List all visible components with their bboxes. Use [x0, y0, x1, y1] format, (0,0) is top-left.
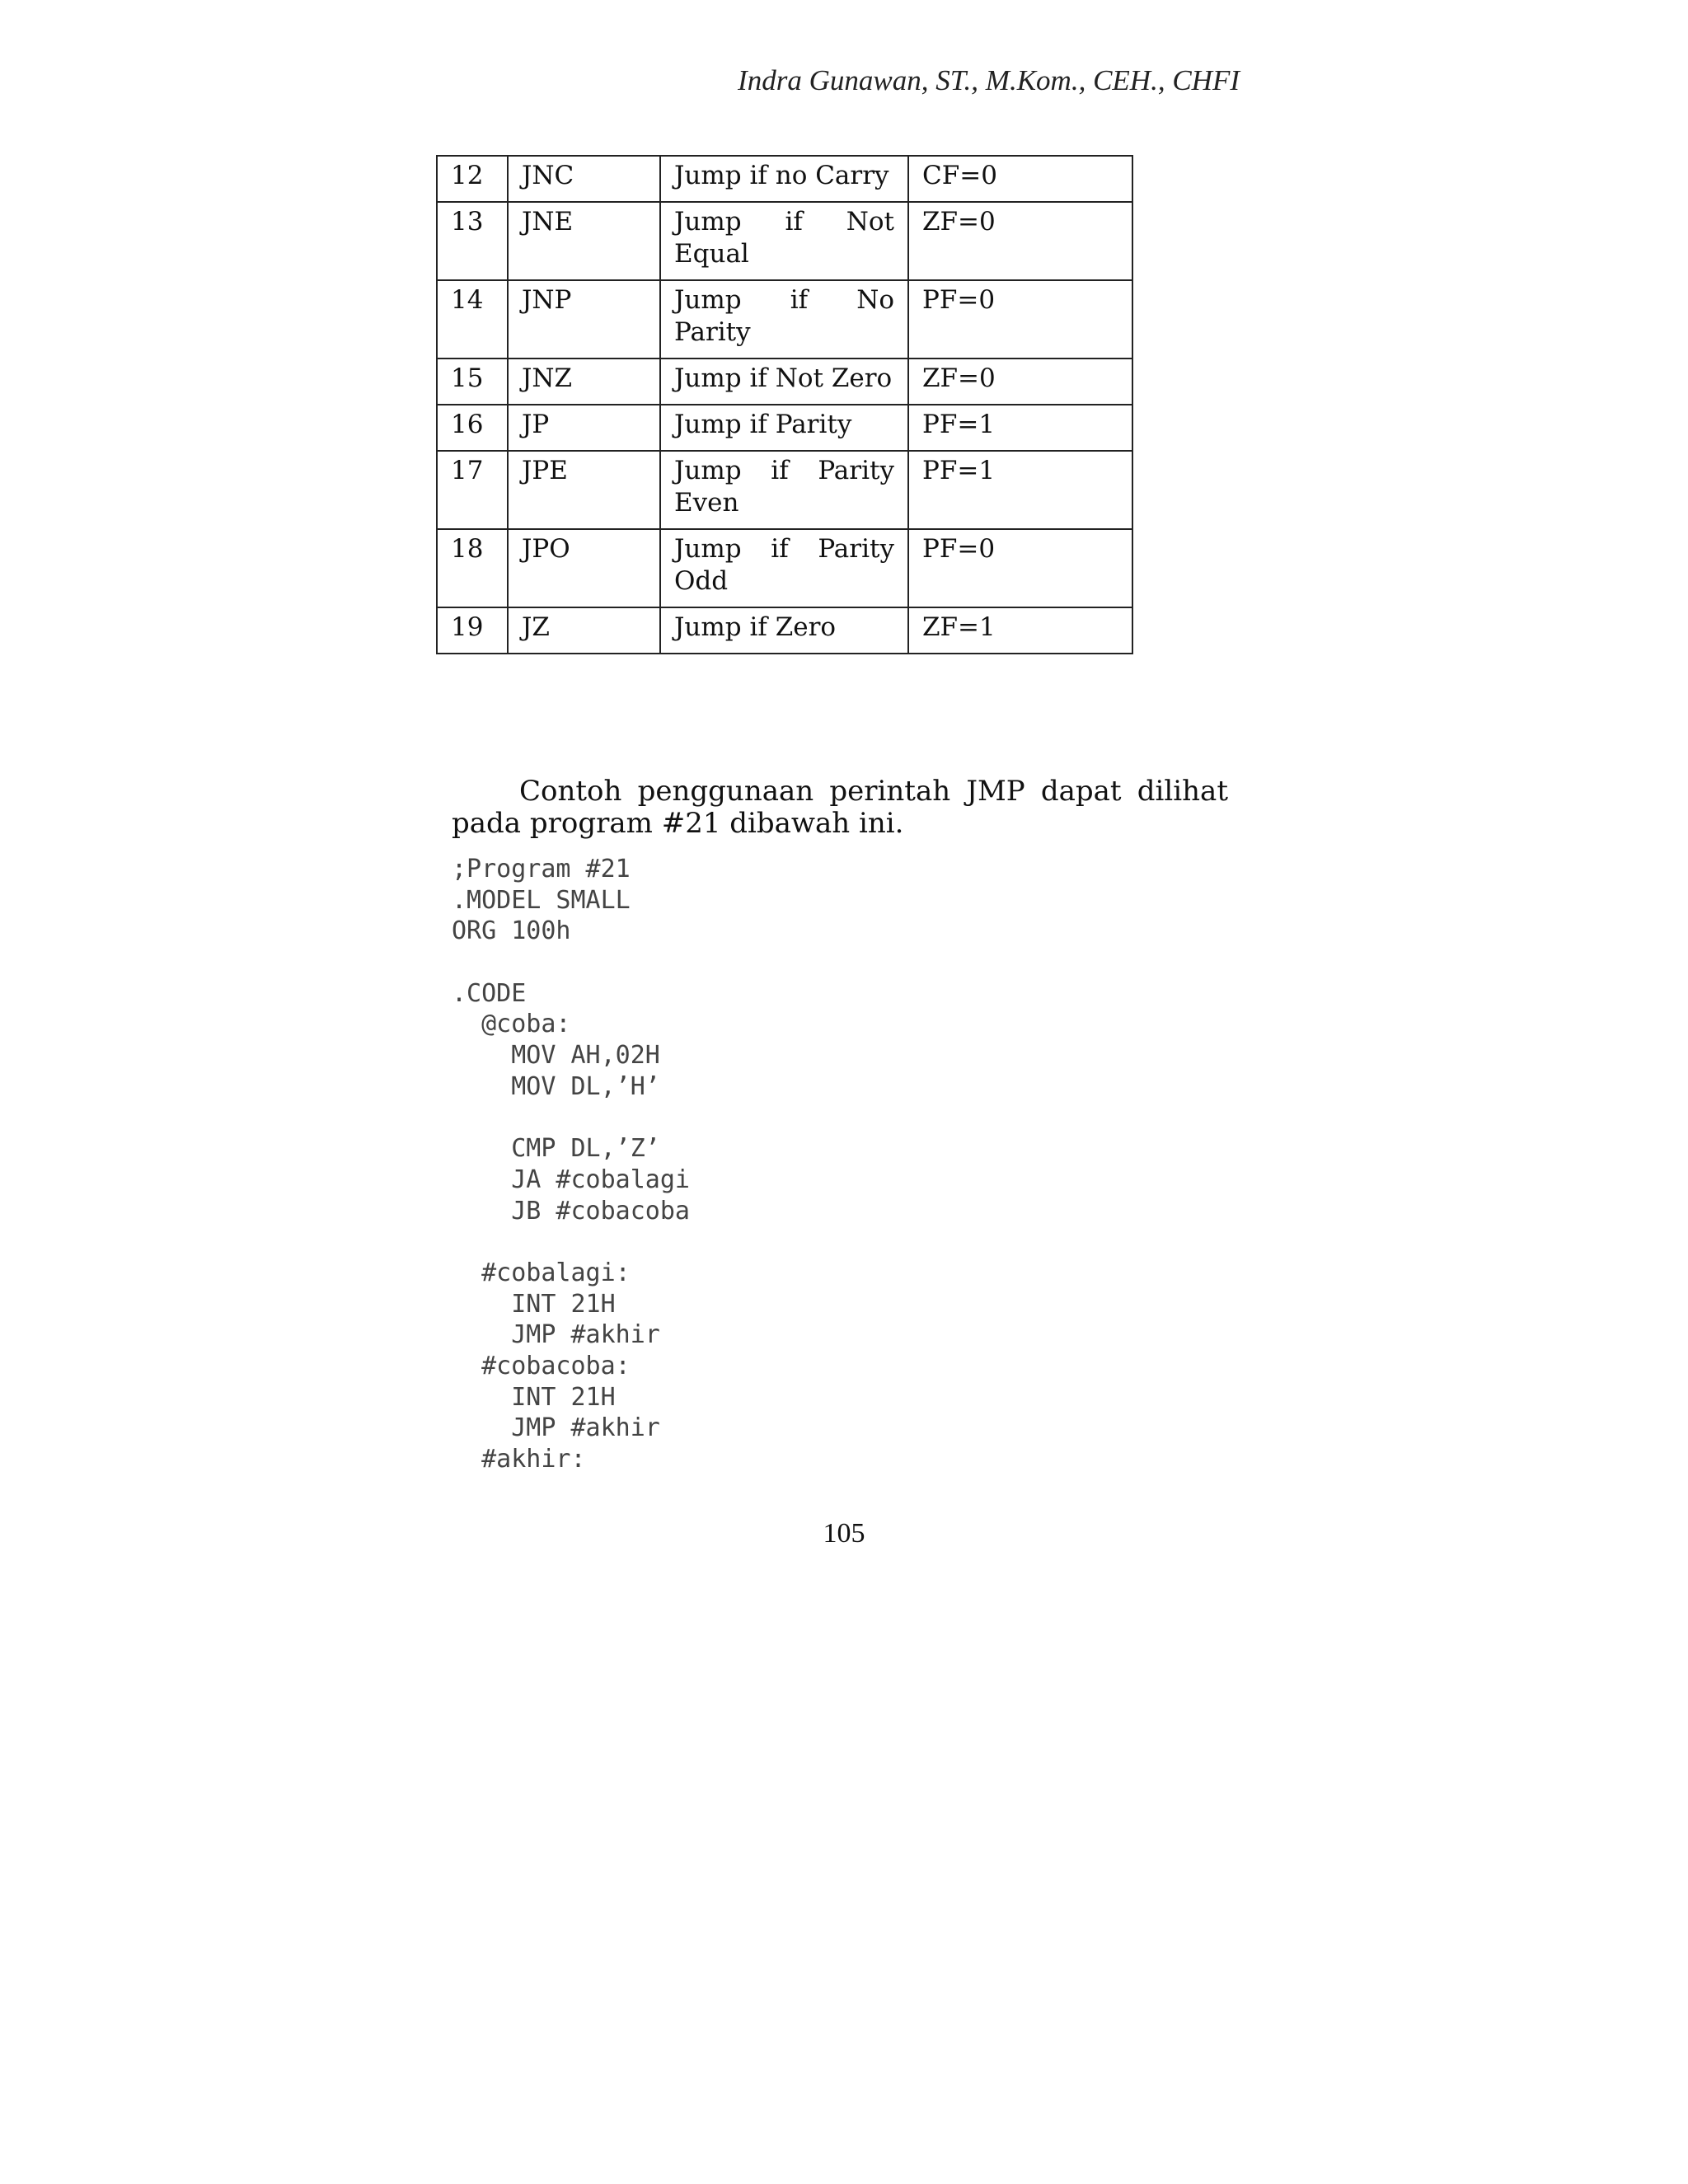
code-line: JMP #akhir [452, 1413, 660, 1443]
table-row [437, 451, 1132, 529]
flag-condition: ZF=0 [908, 202, 1132, 280]
table-row [437, 359, 1132, 405]
body-paragraph: Contoh penggunaan perintah JMP dapat dilihat pada program #21 dibawah ini. [452, 775, 1228, 840]
table-row [437, 156, 1132, 202]
description: Jump if Zero [660, 607, 908, 654]
description: Jump if Not Zero [660, 359, 908, 405]
code-line: INT 21H [452, 1289, 616, 1319]
code-line: CMP DL,’Z’ [452, 1134, 660, 1164]
jump-instructions-table [436, 155, 1133, 654]
flag-condition: PF=0 [908, 529, 1132, 607]
row-number: 14 [437, 280, 508, 359]
code-line: ORG 100h [452, 916, 571, 946]
row-number: 17 [437, 451, 508, 529]
row-number: 15 [437, 359, 508, 405]
table-row [437, 405, 1132, 451]
description: Jump if Parity Even [660, 451, 908, 529]
code-line: MOV AH,02H [452, 1041, 660, 1071]
code-line: #cobalagi: [452, 1258, 631, 1287]
code-line: MOV DL,’H’ [452, 1071, 660, 1101]
code-line: #akhir: [452, 1445, 586, 1474]
flag-condition: ZF=1 [908, 607, 1132, 654]
running-header: Indra Gunawan, ST., M.Kom., CEH., CHFI [738, 64, 1240, 96]
code-line [452, 947, 690, 978]
code-line: JB #cobacoba [452, 1196, 690, 1226]
code-line: ;Program #21 [452, 855, 631, 883]
table-row [437, 607, 1132, 654]
code-line: #cobacoba: [452, 1352, 631, 1380]
instruction: JNP [508, 280, 660, 359]
instruction: JNE [508, 202, 660, 280]
code-line: @coba: [452, 1010, 571, 1039]
code-listing [452, 854, 690, 1475]
code-line: .CODE [452, 978, 527, 1008]
instruction: JP [508, 405, 660, 451]
flag-condition: CF=0 [908, 156, 1132, 202]
code-line: .MODEL SMALL [452, 885, 631, 915]
instruction: JPO [508, 529, 660, 607]
flag-condition: PF=1 [908, 405, 1132, 451]
flag-condition: ZF=0 [908, 359, 1132, 405]
description: Jump if no Carry [660, 156, 908, 202]
instruction: JZ [508, 607, 660, 654]
row-number: 19 [437, 607, 508, 654]
description: Jump if Parity Odd [660, 529, 908, 607]
description: Jump if No Parity [660, 280, 908, 359]
description: Jump if Parity [660, 405, 908, 451]
table-row [437, 280, 1132, 359]
row-number: 16 [437, 405, 508, 451]
row-number: 18 [437, 529, 508, 607]
row-number: 13 [437, 202, 508, 280]
instruction: JPE [508, 451, 660, 529]
code-line [452, 1103, 690, 1134]
instruction: JNC [508, 156, 660, 202]
row-number: 12 [437, 156, 508, 202]
page-number: 105 [823, 1518, 865, 1549]
code-line: JA #cobalagi [452, 1165, 690, 1194]
flag-condition: PF=1 [908, 451, 1132, 529]
code-line: JMP #akhir [452, 1320, 660, 1350]
description: Jump if Not Equal [660, 202, 908, 280]
flag-condition: PF=0 [908, 280, 1132, 359]
code-line: INT 21H [452, 1382, 616, 1412]
instruction: JNZ [508, 359, 660, 405]
table-row [437, 529, 1132, 607]
table-row [437, 202, 1132, 280]
code-line [452, 1226, 690, 1258]
